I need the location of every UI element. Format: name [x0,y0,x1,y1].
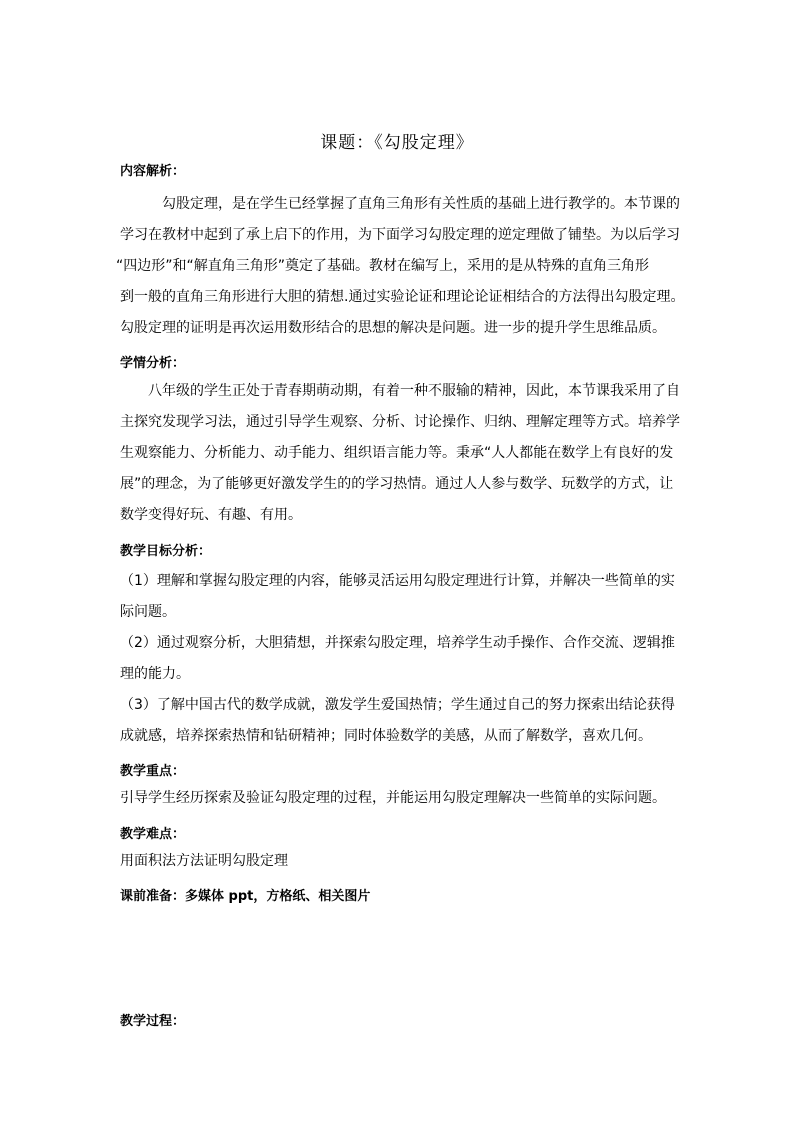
goal-line: （2）通过观察分析，大胆猜想，并探索勾股定理，培养学生动手操作、合作交流、逻辑推 [120,635,675,651]
key-point-heading: 教学重点： [120,764,186,779]
difficulty-heading: 教学难点： [120,827,186,842]
paragraph-line: 学习在教材中起到了承上启下的作用，为下面学习勾股定理的逆定理做了铺垫。为以后学习 [120,227,680,243]
goal-line: （1）理解和掌握勾股定理的内容，能够灵活运用勾股定理进行计算，并解决一些简单的实 [120,573,675,589]
paragraph-line: 数学变得好玩、有趣、有用。 [120,507,302,523]
goal-line: 际问题。 [120,604,176,620]
goal-line: 理的能力。 [120,666,190,682]
paragraph-line: 八年级的学生正处于青春期萌动期，有着一种不服输的精神，因此，本节课我采用了自 [148,383,680,399]
paragraph-line: 展”的理念，为了能够更好激发学生的的学习热情。通过人人参与数学、玩数学的方式，让 [120,476,674,492]
student-analysis-body [120,376,680,531]
difficulty-text: 用面积法方法证明勾股定理 [120,853,288,869]
goals-body [120,566,680,752]
process-heading: 教学过程： [120,1014,186,1029]
content-analysis-heading: 内容解析： [120,164,186,179]
paragraph-line: 生观察能力、分析能力、动手能力、组织语言能力等。秉承“人人都能在数学上有良好的发 [120,445,674,461]
goal-line: （3）了解中国古代的数学成就，激发学生爱国热情；学生通过自己的努力探索出结论获得 [120,697,675,713]
paragraph-line: 勾股定理，是在学生已经掌握了直角三角形有关性质的基础上进行教学的。本节课的 [162,196,680,212]
preparation-line: 课前准备：多媒体 ppt，方格纸、相关图片 [120,889,371,904]
document-title: 课题：《勾股定理》 [320,133,474,153]
student-analysis-heading: 学情分析： [120,356,186,371]
paragraph-line: 到一般的直角三角形进行大胆的猜想.通过实验论证和理论论证相结合的方法得出勾股定理。 [120,289,685,305]
key-point-text: 引导学生经历探索及验证勾股定理的过程，并能运用勾股定理解决一些简单的实际问题。 [120,790,666,806]
content-analysis-body [116,189,685,344]
paragraph-line: 主探究发现学习法，通过引导学生观察、分析、讨论操作、归纳、理解定理等方式。培养学 [120,414,680,430]
goal-line: 成就感，培养探索热情和钻研精神；同时体验数学的美感，从而了解数学，喜欢几何。 [120,728,652,744]
paragraph-line: 勾股定理的证明是再次运用数形结合的思想的解决是问题。进一步的提升学生思维品质。 [120,320,666,336]
paragraph-line: “四边形”和“解直角三角形”奠定了基础。教材在编写上，采用的是从特殊的直角三角形 [116,258,650,274]
goals-heading: 教学目标分析： [120,544,212,559]
